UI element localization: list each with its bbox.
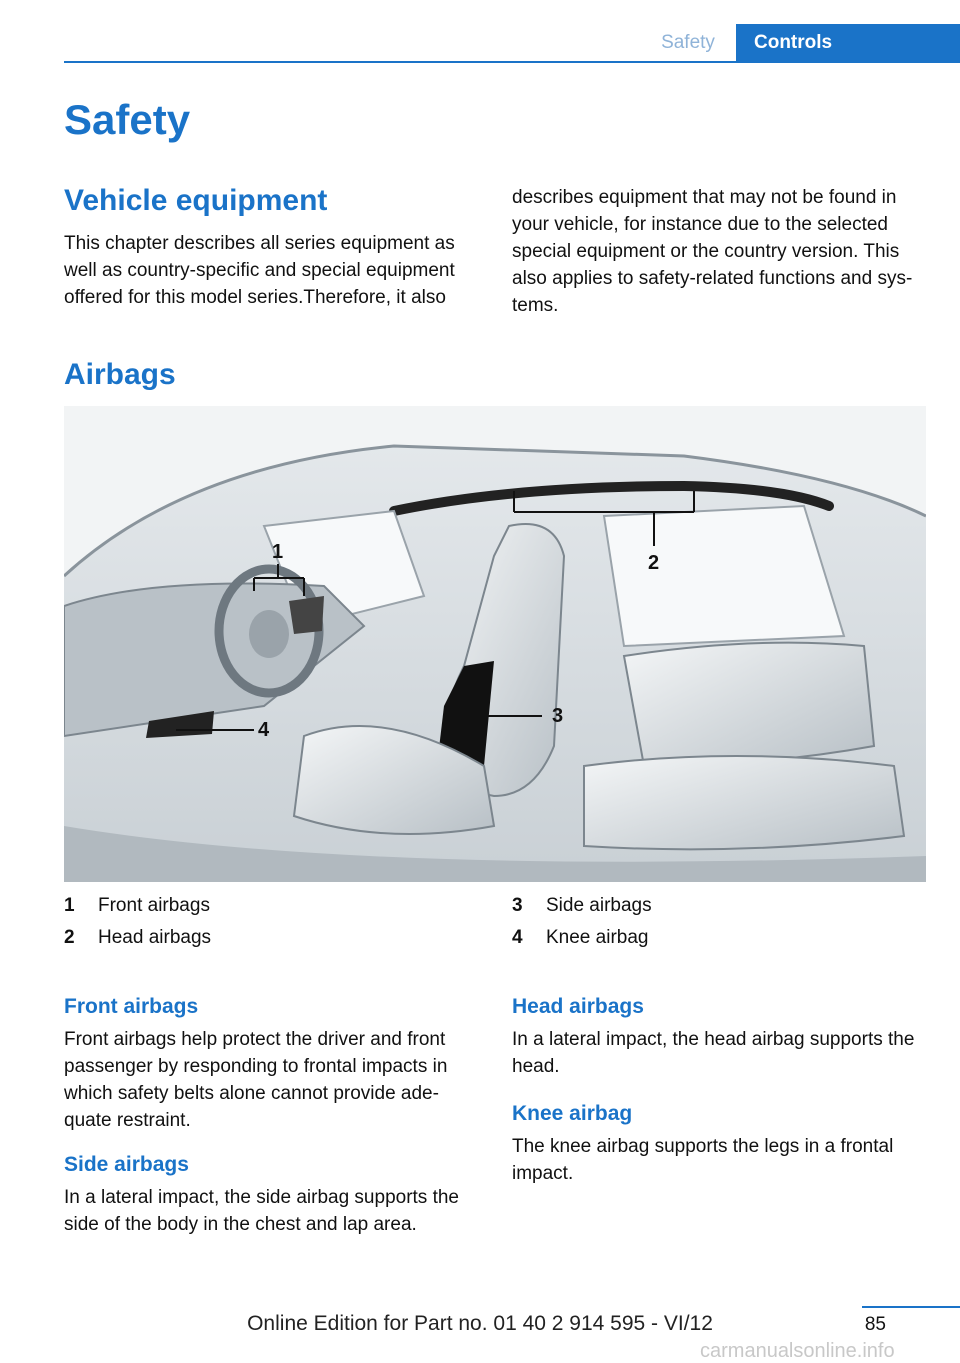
legend-number: 3 (512, 895, 523, 916)
legend-label: Knee airbag (546, 927, 649, 948)
text-line: offered for this model series.Therefore, it also (64, 287, 446, 308)
legend-number: 4 (512, 927, 523, 948)
header-rule (64, 61, 960, 63)
front-airbags-heading: Front airbags (64, 995, 199, 1018)
vehicle-equipment-text-left (64, 230, 482, 311)
tab-safety[interactable]: Safety (661, 31, 715, 53)
side-airbags-text (64, 1184, 482, 1238)
airbags-heading: Airbags (64, 358, 176, 391)
text-line: describes equipment that may not be found in (512, 187, 897, 208)
text-line: side of the body in the chest and lap area. (64, 1214, 417, 1235)
text-line: In a lateral impact, the side airbag supports the (64, 1187, 460, 1208)
callout-4: 4 (258, 719, 270, 741)
text-line: head. (512, 1056, 560, 1077)
legend-item (512, 890, 930, 922)
callout-3: 3 (552, 705, 564, 727)
text-line: also applies to safety-related functions and sys- (512, 268, 913, 289)
vehicle-equipment-text-right (512, 184, 930, 319)
tab-controls[interactable]: Controls (736, 24, 960, 62)
text-line: your vehicle, for instance due to the selected (512, 214, 889, 235)
legend-number: 2 (64, 927, 75, 948)
callout-2: 2 (648, 552, 660, 574)
side-airbags-heading: Side airbags (64, 1153, 189, 1176)
head-airbags-heading: Head airbags (512, 995, 644, 1018)
head-airbags-text (512, 1026, 930, 1080)
front-airbags-text (64, 1026, 482, 1134)
callout-1: 1 (272, 541, 284, 563)
text-line: The knee airbag supports the legs in a frontal (512, 1136, 894, 1157)
knee-airbag-heading: Knee airbag (512, 1102, 633, 1125)
legend-label: Side airbags (546, 895, 652, 916)
text-line: passenger by responding to frontal impacts in (64, 1056, 448, 1077)
text-line: Front airbags help protect the driver and front (64, 1029, 446, 1050)
legend-label: Head airbags (98, 927, 212, 948)
text-line: well as country-specific and special equipment (64, 260, 455, 281)
legend-number: 1 (64, 895, 75, 916)
legend-label: Front airbags (98, 895, 210, 916)
legend-left (64, 890, 482, 954)
legend-item (64, 922, 482, 954)
car-interior-illustration (64, 406, 926, 882)
text-line: tems. (512, 295, 559, 316)
page-title: Safety (64, 96, 191, 143)
watermark: carmanualsonline.info (700, 1340, 895, 1362)
knee-airbag-text (512, 1133, 930, 1187)
text-line: quate restraint. (64, 1110, 191, 1131)
text-line: which safety belts alone cannot provide ade- (64, 1083, 439, 1104)
legend-right (512, 890, 930, 954)
text-line: special equipment or the country version. This (512, 241, 900, 262)
text-line: This chapter describes all series equipment as (64, 233, 455, 254)
page-number: 85 (864, 1314, 886, 1335)
edition-note: Online Edition for Part no. 01 40 2 914 595 - VI/12 (247, 1312, 713, 1335)
legend-item (512, 922, 930, 954)
footer-rule (862, 1306, 960, 1308)
text-line: impact. (512, 1163, 574, 1184)
vehicle-equipment-heading: Vehicle equipment (64, 184, 328, 217)
text-line: In a lateral impact, the head airbag supports the (512, 1029, 915, 1050)
legend-item (64, 890, 482, 922)
